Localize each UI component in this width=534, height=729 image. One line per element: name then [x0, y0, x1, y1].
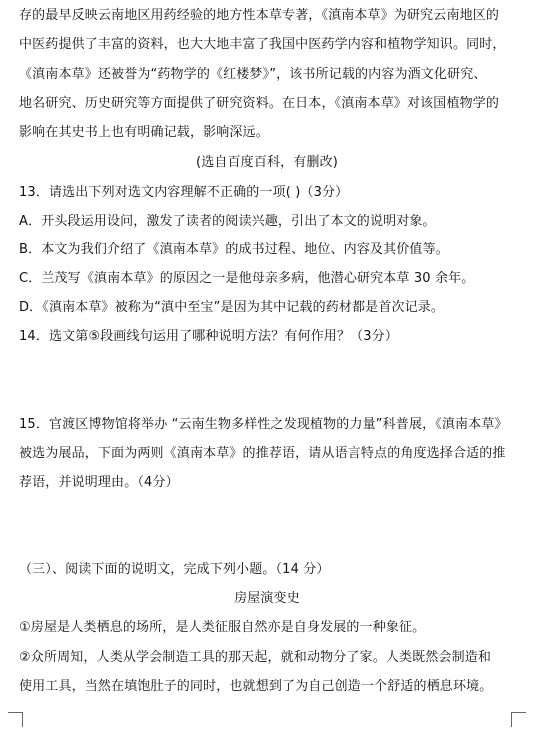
question-13-stem: 13．请选出下列对选文内容理解不正确的一项( )（3分）: [19, 185, 349, 200]
question-13-option-a: A．开头段运用设问，激发了读者的阅读兴趣，引出了本文的说明对象。: [19, 214, 436, 229]
page-corner-mark: [511, 712, 526, 727]
source-note: (选自百度百科，有删改): [196, 155, 338, 170]
page-corner-mark: [8, 712, 23, 727]
section-3-heading: （三）、阅读下面的说明文，完成下列小题。（14 分）: [19, 562, 330, 577]
passage-line: 存的最早反映云南地区用药经验的地方性本草专著，《滇南本草》为研究云南地区的: [19, 8, 500, 23]
question-15-line: 15．官渡区博物馆将举办 “云南生物多样性之发现植物的力量”科普展，《滇南本草》: [19, 417, 508, 432]
question-13-option-d: D．《滇南本草》被称为“滇中至宝”是因为其中记载的药材都是首次记录。: [19, 300, 445, 315]
question-15-line: 荐语，并说明理由。（4分）: [19, 475, 179, 490]
question-13-option-b: B．本文为我们介绍了《滇南本草》的成书过程、地位、内容及其价值等。: [19, 242, 449, 257]
question-15-line: 被选为展品，下面为两则《滇南本草》的推荐语，请从语言特点的角度选择合适的推: [19, 446, 506, 461]
passage-line: 地名研究、历史研究等方面提供了研究资料。在日本，《滇南本草》对该国植物学的: [19, 96, 500, 111]
article-paragraph: ①房屋是人类栖息的场所，是人类征服自然亦是自身发展的一种象征。: [19, 620, 426, 635]
passage-line: 中医药提供了丰富的资料，也大大地丰富了我国中医药学内容和植物学知识。同时，: [19, 37, 506, 52]
article-paragraph: ②众所周知，人类从学会制造工具的那天起，就和动物分了家。人类既然会制造和: [19, 650, 492, 665]
passage-line: 影响在其史书上也有明确记载，影响深远。: [19, 125, 269, 140]
article-paragraph: 使用工具，当然在填饱肚子的同时，也就想到了为自己创造一个舒适的栖息环境。: [19, 679, 493, 694]
question-14: 14．选文第⑤段画线句运用了哪种说明方法？有何作用？（3分）: [19, 329, 398, 344]
question-13-option-c: C．兰茂写《滇南本草》的原因之一是他母亲多病，他潜心研究本草 30 余年。: [19, 271, 475, 286]
passage-line: 《滇南本草》还被誉为“药物学的《红楼梦》”，该书所记载的内容为酒文化研究、: [19, 67, 487, 82]
article-title: 房屋演变史: [234, 591, 300, 606]
